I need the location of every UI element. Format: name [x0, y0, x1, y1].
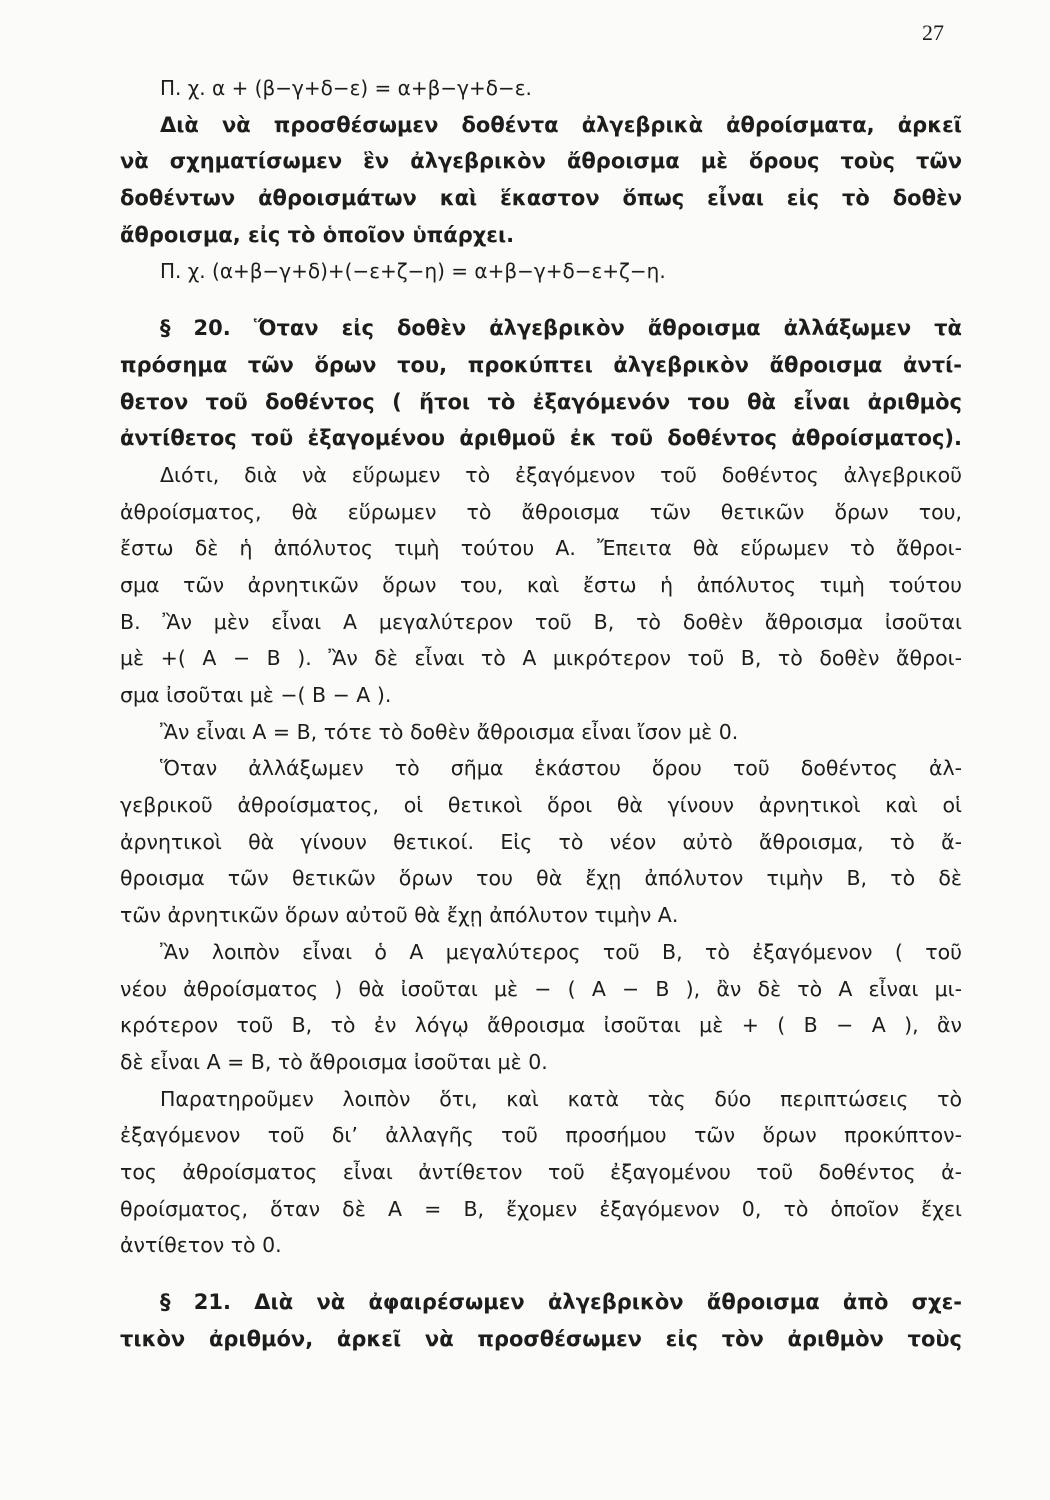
rule-text-line: ἄθροισμα, εἰς τὸ ὁποῖον ὑπάρχει.	[120, 222, 515, 247]
proof-text-line: Ἂν λοιπὸν εἶναι ὁ Α μεγαλύτερος τοῦ Β, τὸ ἐξαγόμενον ( τοῦ	[160, 939, 962, 964]
proof-text-line: ἀθροίσματος, θὰ εὕρωμεν τὸ ἄθροισμα τῶν θετικῶν ὅρων του,	[120, 499, 962, 524]
page-body	[120, 70, 962, 1357]
conclusion-text-line: ἐξαγόμενον τοῦ δι’ ἀλλαγῆς τοῦ προσήμου τῶν ὅρων προκύπτον-	[120, 1123, 962, 1148]
proof-text-line: δὲ εἶναι Α = Β, τὸ ἄθροισμα ἰσοῦται μὲ 0.	[120, 1049, 548, 1074]
conclusion-text-line: θροίσματος, ὅταν δὲ Α = Β, ἔχομεν ἐξαγόμενον 0, τὸ ὁποῖον ἔχει	[120, 1196, 962, 1221]
section-21-heading: § 21. Διὰ νὰ ἀφαιρέσωμεν ἀλγεβρικὸν ἄθροισμα ἀπὸ σχε-	[160, 1290, 962, 1314]
proof-text-line: γεβρικοῦ ἀθροίσματος, οἱ θετικοὶ ὅροι θὰ γίνουν ἀρνητικοὶ καὶ οἱ	[120, 793, 962, 818]
page-number: 27	[922, 20, 944, 45]
rule-text-line: Διὰ νὰ προσθέσωμεν δοθέντα ἀλγεβρικὰ ἀθροίσματα, ἀρκεῖ	[160, 112, 962, 137]
conclusion-text-line: Παρατηροῦμεν λοιπὸν ὅτι, καὶ κατὰ τὰς δύο περιπτώσεις τὸ	[160, 1086, 962, 1111]
section-20-text-line: πρόσημα τῶν ὅρων του, προκύπτει ἀλγεβρικὸν ἄθροισμα ἀντί-	[120, 352, 962, 377]
section-20-heading: § 20. Ὅταν εἰς δοθὲν ἀλγεβρικὸν ἄθροισμα ἀλλάξωμεν τὰ	[160, 316, 962, 341]
conclusion-text-line: ἀντίθετον τὸ 0.	[120, 1233, 282, 1258]
proof-text-line: ἀρνητικοὶ θὰ γίνουν θετικοί. Εἰς τὸ νέον αὐτὸ ἄθροισμα, τὸ ἄ-	[120, 829, 962, 854]
example-line-2: Π. χ. (α+β−γ+δ)+(−ε+ζ−η) = α+β−γ+δ−ε+ζ−η.	[160, 259, 666, 284]
proof-text-line: σμα ἰσοῦται μὲ −( Β − Α ).	[120, 683, 392, 707]
rule-text-line: νὰ σχηματίσωμεν ἓν ἀλγεβρικὸν ἄθροισμα μὲ ὅρους τοὺς τῶν	[120, 149, 962, 174]
proof-text-line: θροισμα τῶν θετικῶν ὅρων του θὰ ἔχῃ ἀπόλυτον τιμὴν Β, τὸ δὲ	[120, 866, 962, 891]
rule-text-line: δοθέντων ἀθροισμάτων καὶ ἕκαστον ὅπως εἶναι εἰς τὸ δοθὲν	[120, 186, 962, 211]
proof-text-line: Ἂν εἶναι Α = Β, τότε τὸ δοθὲν ἄθροισμα εἶναι ἴσον μὲ 0.	[160, 719, 739, 744]
conclusion-text-line: τος ἀθροίσματος εἶναι ἀντίθετον τοῦ ἐξαγομένου τοῦ δοθέντος ἀ-	[120, 1159, 962, 1184]
proof-text-line: μὲ +( Α − Β ). Ἂν δὲ εἶναι τὸ Α μικρότερον τοῦ Β, τὸ δοθὲν ἄθροι-	[120, 646, 962, 671]
proof-text-line: κρότερον τοῦ Β, τὸ ἐν λόγῳ ἄθροισμα ἰσοῦται μὲ + ( Β − Α ), ἂν	[120, 1013, 962, 1038]
proof-text-line: Ὅταν ἀλλάξωμεν τὸ σῆμα ἑκάστου ὅρου τοῦ δοθέντος ἀλ-	[160, 756, 962, 781]
section-20-text-line: θετον τοῦ δοθέντος ( ἤτοι τὸ ἐξαγόμενόν του θὰ εἶναι ἀριθμὸς	[120, 389, 962, 414]
proof-text-line: νέου ἀθροίσματος ) θὰ ἰσοῦται μὲ − ( Α − Β ), ἂν δὲ τὸ Α εἶναι μι-	[120, 976, 962, 1001]
proof-text-line: Διότι, διὰ νὰ εὕρωμεν τὸ ἐξαγόμενον τοῦ δοθέντος ἀλγεβρικοῦ	[160, 462, 962, 487]
proof-text-line: σμα τῶν ἀρνητικῶν ὅρων του, καὶ ἔστω ἡ ἀπόλυτος τιμὴ τούτου	[120, 572, 962, 597]
section-20-text-line: ἀντίθετος τοῦ ἐξαγομένου ἀριθμοῦ ἐκ τοῦ δοθέντος ἀθροίσματος).	[120, 426, 962, 451]
proof-text-line: ἔστω δὲ ἡ ἀπόλυτος τιμὴ τούτου Α. Ἔπειτα θὰ εὕρωμεν τὸ ἄθροι-	[120, 536, 962, 561]
example-line-1: Π. χ. α + (β−γ+δ−ε) = α+β−γ+δ−ε.	[160, 76, 532, 100]
section-21-text-line: τικὸν ἀριθμόν, ἀρκεῖ νὰ προσθέσωμεν εἰς τὸν ἀριθμὸν τοὺς	[120, 1326, 962, 1351]
proof-text-line: τῶν ἀρνητικῶν ὅρων αὐτοῦ θὰ ἔχῃ ἀπόλυτον τιμὴν Α.	[120, 903, 679, 928]
proof-text-line: Β. Ἂν μὲν εἶναι Α μεγαλύτερον τοῦ Β, τὸ δοθὲν ἄθροισμα ἰσοῦται	[120, 609, 962, 634]
